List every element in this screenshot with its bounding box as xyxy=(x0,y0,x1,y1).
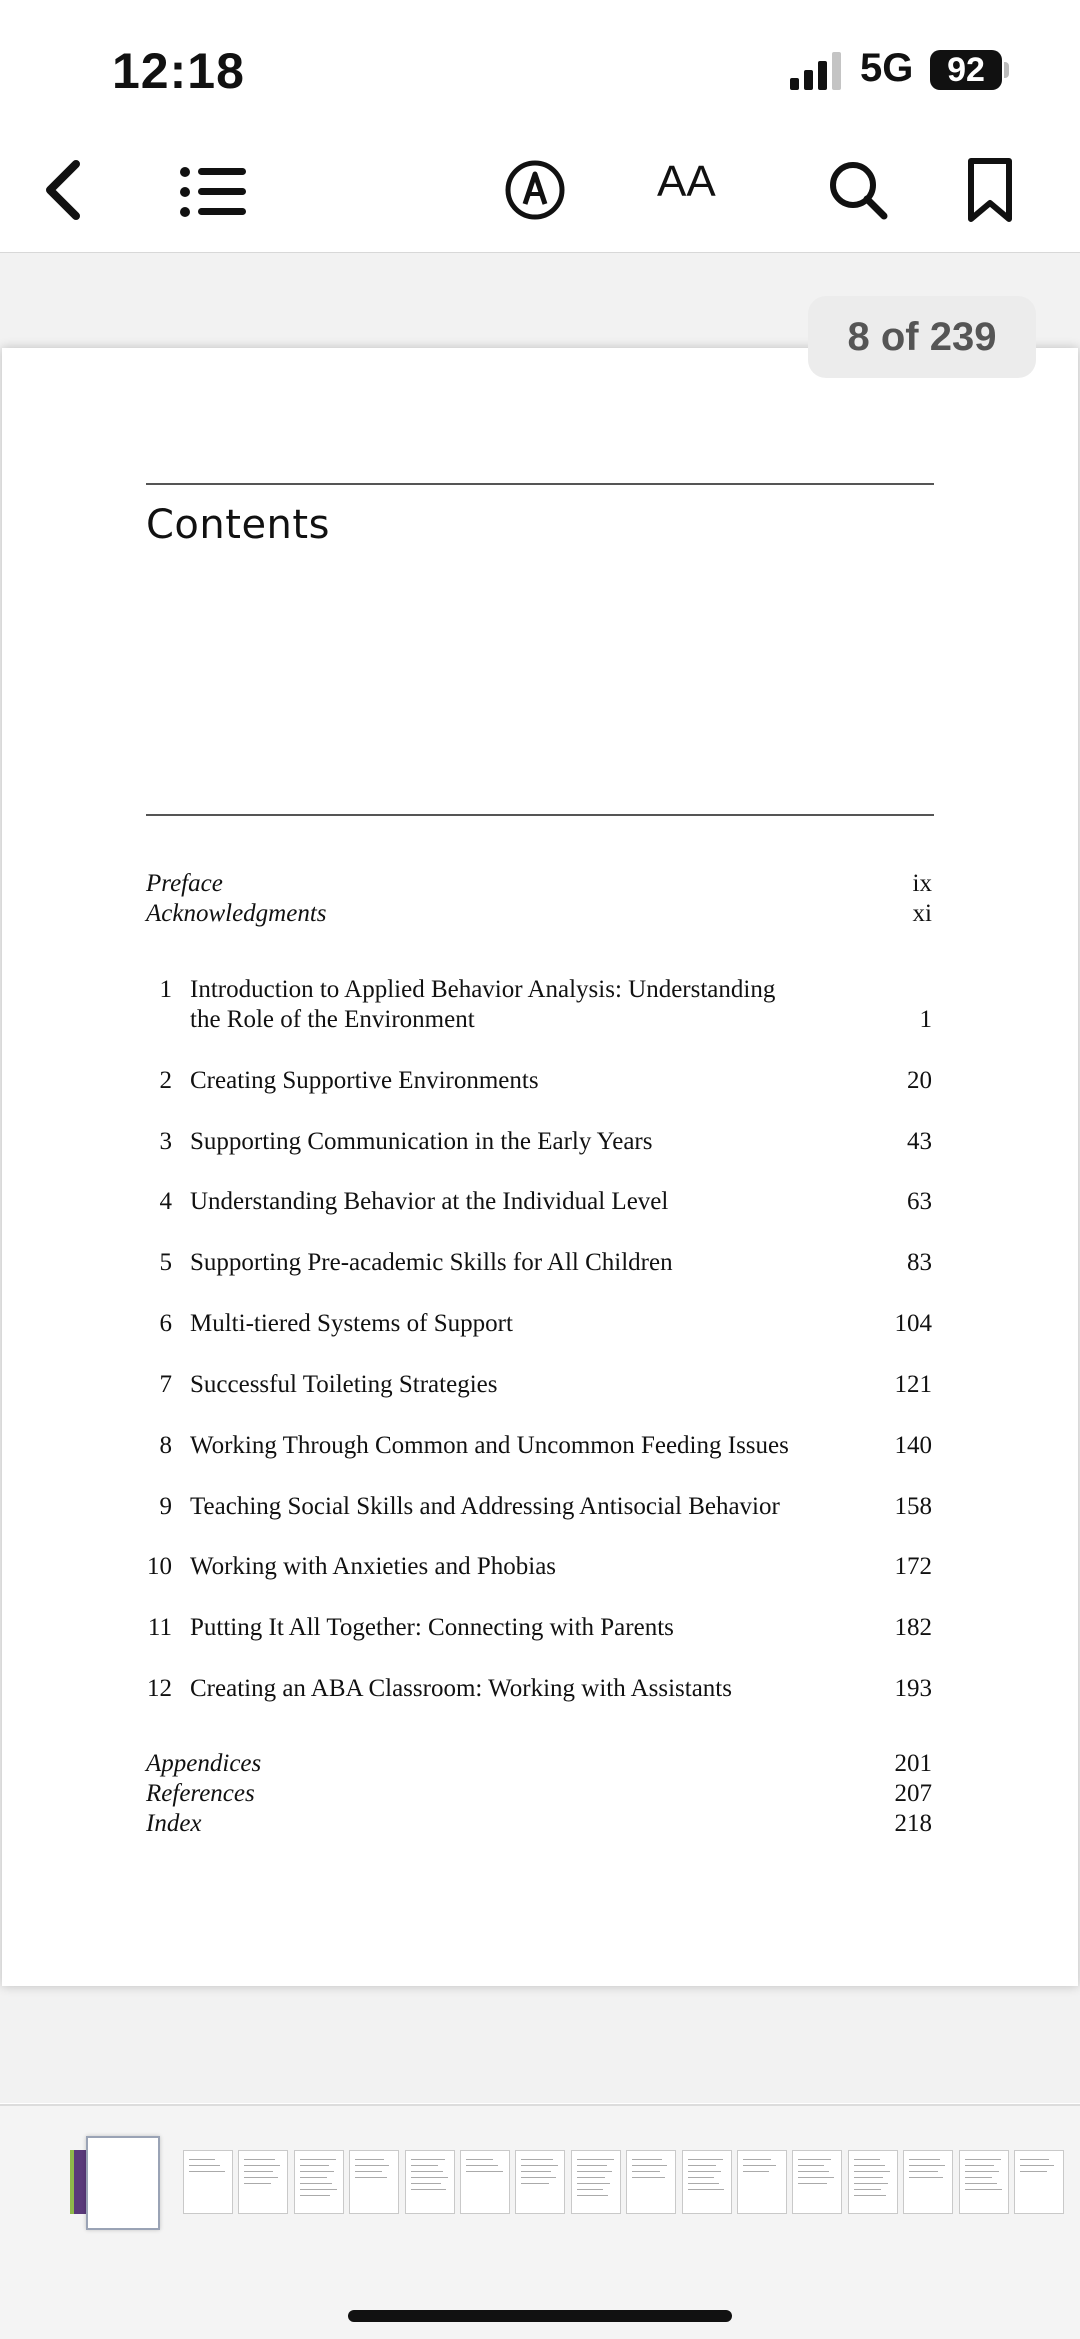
thumbnail-line xyxy=(521,2159,553,2160)
reader-toolbar xyxy=(0,130,1080,254)
thumbnail-line xyxy=(688,2189,724,2190)
chapter-page: 1 xyxy=(919,1006,932,1033)
thumbnail-line xyxy=(632,2159,662,2160)
thumbnail-line xyxy=(854,2189,881,2190)
top-rule xyxy=(146,483,934,485)
chapter-page: 121 xyxy=(894,1371,932,1398)
thumbnail-line xyxy=(854,2159,880,2160)
thumbnail-line xyxy=(909,2165,945,2166)
chapter-number: 9 xyxy=(159,1493,172,1520)
thumbnail-line xyxy=(244,2159,275,2160)
thumbnail-line xyxy=(244,2165,280,2166)
chapter-page: 140 xyxy=(894,1432,932,1459)
thumbnail-page[interactable] xyxy=(460,2150,510,2214)
thumbnail-page[interactable] xyxy=(1014,2150,1064,2214)
chapter-page: 193 xyxy=(894,1675,932,1702)
thumbnail-line xyxy=(466,2159,493,2160)
chapter-title: Working with Anxieties and Phobias xyxy=(190,1553,557,1580)
chapter-title: Creating an ABA Classroom: Working with Assistants xyxy=(190,1675,732,1702)
thumbnail-line xyxy=(577,2183,610,2184)
text-size-button[interactable] xyxy=(657,157,716,206)
chapter-title: Putting It All Together: Connecting with Parents xyxy=(190,1614,674,1641)
chapter-page: 158 xyxy=(894,1493,932,1520)
thumbnail-line xyxy=(743,2159,771,2160)
page-title: Contents xyxy=(146,502,330,548)
thumbnail-line xyxy=(688,2171,721,2172)
page-thumbnail-strip[interactable] xyxy=(0,2104,1080,2339)
thumbnail-line xyxy=(466,2171,503,2172)
thumbnail-line xyxy=(632,2177,665,2178)
thumbnail-line xyxy=(355,2171,382,2172)
status-bar xyxy=(0,0,1080,130)
thumbnail-line xyxy=(743,2165,776,2166)
thumbnail-line xyxy=(965,2177,992,2178)
chapter-number: 11 xyxy=(147,1614,172,1641)
chapter-number: 5 xyxy=(159,1249,172,1276)
thumbnail-line xyxy=(411,2189,446,2190)
thumbnail-line xyxy=(577,2177,605,2178)
toc-entry-page: xi xyxy=(912,900,932,927)
toc-entry-label: Preface xyxy=(146,870,223,897)
thumbnail-line xyxy=(411,2171,443,2172)
toc-entry-page: 201 xyxy=(894,1750,932,1777)
thumbnail-line xyxy=(854,2171,890,2172)
chapter-title: Supporting Pre-academic Skills for All Children xyxy=(190,1249,673,1276)
thumbnail-page[interactable] xyxy=(238,2150,288,2214)
chapter-title: Understanding Behavior at the Individual Level xyxy=(190,1188,669,1215)
thumbnail-line xyxy=(189,2165,220,2166)
thumbnail-line xyxy=(521,2165,558,2166)
thumbnail-line xyxy=(577,2165,607,2166)
chapter-number: 8 xyxy=(159,1432,172,1459)
thumbnail-line xyxy=(965,2189,1002,2190)
thumbnail-page[interactable] xyxy=(682,2150,732,2214)
thumbnail-page[interactable] xyxy=(571,2150,621,2214)
thumbnail-line xyxy=(632,2171,660,2172)
chapter-number: 10 xyxy=(147,1553,172,1580)
table-of-contents-button[interactable] xyxy=(180,166,246,218)
chapter-title: Creating Supportive Environments xyxy=(190,1067,539,1094)
thumbnail-line xyxy=(244,2183,271,2184)
chapter-number: 6 xyxy=(159,1310,172,1337)
thumbnail-line xyxy=(909,2171,938,2172)
thumbnail-line xyxy=(854,2195,886,2196)
thumbnail-line xyxy=(965,2171,999,2172)
thumbnail-line xyxy=(411,2177,448,2178)
chapter-number: 2 xyxy=(159,1067,172,1094)
back-button[interactable] xyxy=(42,158,86,222)
chapter-page: 63 xyxy=(907,1188,932,1215)
thumbnail-line xyxy=(688,2177,714,2178)
thumbnail-page[interactable] xyxy=(792,2150,842,2214)
thumbnail-line xyxy=(798,2183,827,2184)
thumbnail-line xyxy=(577,2189,603,2190)
thumbnail-line xyxy=(300,2159,336,2160)
thumbnail-line xyxy=(300,2183,332,2184)
thumbnail-line xyxy=(300,2171,334,2172)
thumbnail-line xyxy=(688,2159,723,2160)
thumbnail-line xyxy=(189,2159,215,2160)
chapter-title: Supporting Communication in the Early Years xyxy=(190,1128,653,1155)
page-indicator: 8 of 239 xyxy=(808,296,1036,378)
thumbnail-line xyxy=(1020,2171,1047,2172)
thumbnail-page[interactable] xyxy=(349,2150,399,2214)
thumbnail-line xyxy=(854,2177,883,2178)
chapter-number: 7 xyxy=(159,1371,172,1398)
chapter-title-line2: the Role of the Environment xyxy=(190,1006,475,1033)
thumbnail-line xyxy=(521,2183,549,2184)
thumbnail-line xyxy=(244,2177,278,2178)
chapter-title: Teaching Social Skills and Addressing Antisocial Behavior xyxy=(190,1493,780,1520)
toc-entry-chapter-1[interactable] xyxy=(146,976,934,1036)
markup-button[interactable] xyxy=(503,158,567,222)
toc-entry-label: Acknowledgments xyxy=(146,900,327,927)
battery-tip xyxy=(1004,62,1009,78)
bookmark-icon xyxy=(966,156,1014,224)
chapter-number: 4 xyxy=(159,1188,172,1215)
chapter-page: 104 xyxy=(894,1310,932,1337)
chapter-title: Multi-tiered Systems of Support xyxy=(190,1310,513,1337)
thumbnail-line xyxy=(798,2165,824,2166)
chapter-number: 1 xyxy=(159,976,172,1003)
network-type: 5G xyxy=(860,46,914,90)
thumbnail-line xyxy=(355,2177,387,2178)
thumbnail-line xyxy=(355,2165,389,2166)
thumbnail-line xyxy=(965,2159,1001,2160)
thumbnail-page[interactable] xyxy=(405,2150,455,2214)
thumbnail-line xyxy=(688,2165,716,2166)
bottom-rule xyxy=(146,814,934,816)
chapter-page: 172 xyxy=(894,1553,932,1580)
thumbnail-line xyxy=(798,2171,829,2172)
thumbnail-page[interactable] xyxy=(515,2150,565,2214)
cellular-signal-icon xyxy=(790,52,850,90)
thumbnail-page[interactable] xyxy=(626,2150,676,2214)
bookmark-button[interactable] xyxy=(966,156,1014,224)
thumbnail-page[interactable] xyxy=(959,2150,1009,2214)
list-icon xyxy=(180,166,246,218)
thumbnail-line xyxy=(577,2159,614,2160)
battery-level: 92 xyxy=(930,50,1002,90)
thumbnail-line xyxy=(965,2165,994,2166)
book-page[interactable] xyxy=(2,348,1078,1986)
toc-entry-label: References xyxy=(146,1780,255,1807)
back-icon xyxy=(42,158,86,222)
search-button[interactable] xyxy=(826,158,890,222)
thumbnail-line xyxy=(632,2165,667,2166)
thumbnail-current-page[interactable] xyxy=(86,2136,160,2230)
thumbnail-line xyxy=(411,2159,445,2160)
thumbnail-page[interactable] xyxy=(294,2150,344,2214)
markup-pen-icon xyxy=(503,158,567,222)
thumbnail-line xyxy=(798,2159,831,2160)
thumbnail-line xyxy=(854,2183,888,2184)
chapter-title: Working Through Common and Uncommon Feeding Issues xyxy=(190,1432,789,1459)
thumbnail-line xyxy=(355,2159,384,2160)
status-time: 12:18 xyxy=(112,43,245,99)
thumbnail-line xyxy=(411,2183,441,2184)
thumbnail-line xyxy=(300,2177,327,2178)
thumbnail-line xyxy=(189,2171,225,2172)
toc-entry-page: 207 xyxy=(894,1780,932,1807)
thumbnail-line xyxy=(577,2171,612,2172)
text-size-label: AA xyxy=(657,157,716,206)
thumbnail-line xyxy=(244,2171,273,2172)
thumbnail-line xyxy=(521,2171,551,2172)
thumbnail-line xyxy=(300,2165,329,2166)
chapter-page: 43 xyxy=(907,1128,932,1155)
thumbnail-line xyxy=(743,2171,769,2172)
chapter-page: 83 xyxy=(907,1249,932,1276)
thumbnail-line xyxy=(909,2159,940,2160)
thumbnail-line xyxy=(688,2183,719,2184)
search-icon xyxy=(826,158,890,222)
thumbnail-line xyxy=(1020,2159,1049,2160)
chapter-title: Successful Toileting Strategies xyxy=(190,1371,498,1398)
thumbnail-line xyxy=(854,2165,885,2166)
thumbnail-page[interactable] xyxy=(737,2150,787,2214)
thumbnail-line xyxy=(411,2165,438,2166)
chapter-number: 3 xyxy=(159,1128,172,1155)
toc-entry-page: 218 xyxy=(894,1810,932,1837)
chapter-page: 182 xyxy=(894,1614,932,1641)
thumbnail-line xyxy=(577,2195,608,2196)
thumbnail-line xyxy=(521,2177,556,2178)
thumbnail-line xyxy=(1020,2165,1054,2166)
thumbnail-line xyxy=(909,2177,943,2178)
chapter-page: 20 xyxy=(907,1067,932,1094)
thumbnail-line xyxy=(300,2189,337,2190)
home-indicator[interactable] xyxy=(348,2310,732,2322)
toc-entry-label: Appendices xyxy=(146,1750,262,1777)
thumbnail-line xyxy=(466,2165,498,2166)
thumbnail-line xyxy=(300,2195,330,2196)
thumbnail-page[interactable] xyxy=(183,2150,233,2214)
chapter-title-line1: Introduction to Applied Behavior Analysis: Understanding xyxy=(190,976,776,1003)
thumbnail-line xyxy=(798,2177,834,2178)
toc-entry-page: ix xyxy=(912,870,932,897)
thumbnail-page[interactable] xyxy=(903,2150,953,2214)
chapter-number: 12 xyxy=(147,1675,172,1702)
thumbnail-page[interactable] xyxy=(848,2150,898,2214)
toc-entry-label: Index xyxy=(146,1810,202,1837)
thumbnail-line xyxy=(965,2183,997,2184)
